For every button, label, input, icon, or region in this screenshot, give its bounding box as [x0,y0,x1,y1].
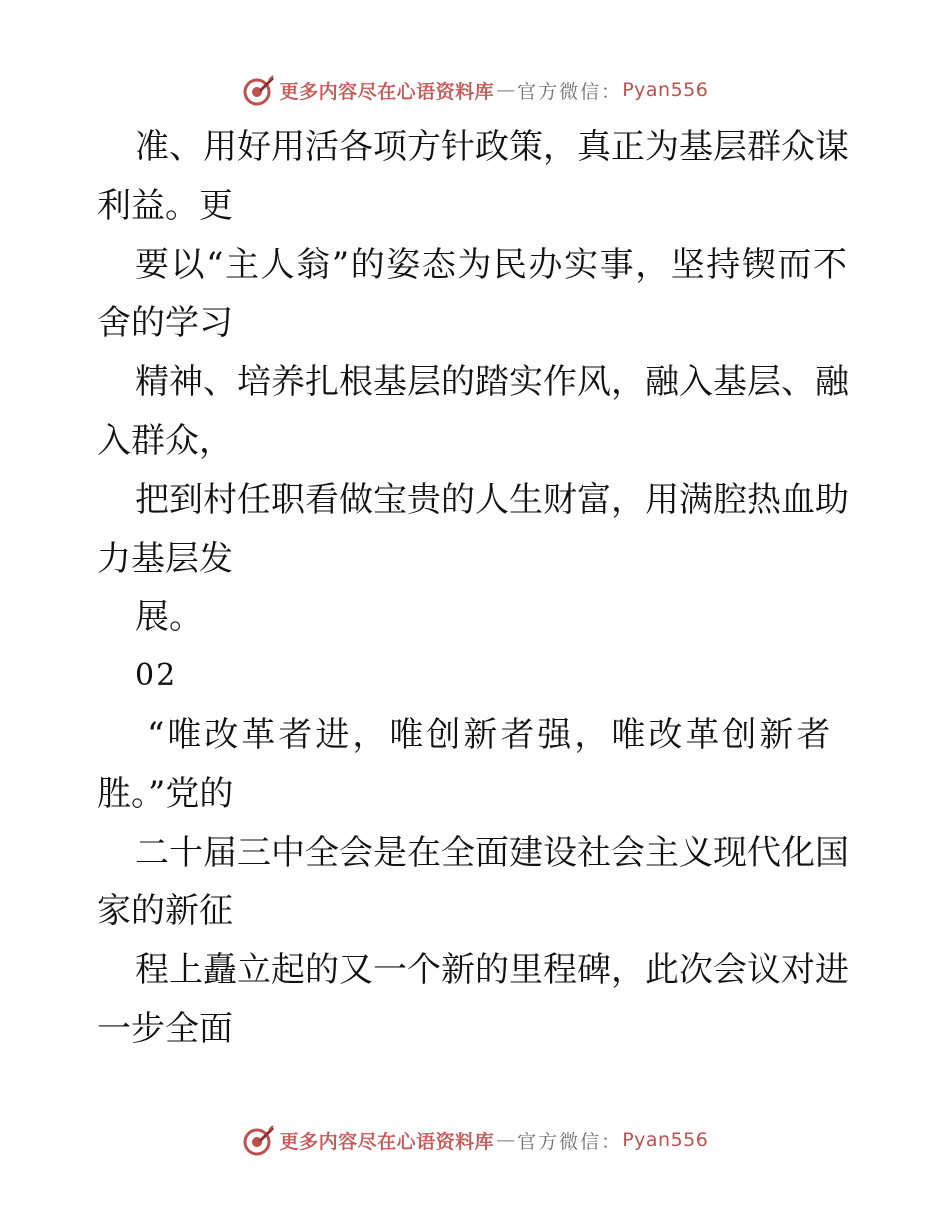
watermark-id: Pyan556 [622,79,709,101]
watermark-main-text: 更多内容尽在心语资料库 [279,80,495,103]
body-line: 家的新征 [97,891,233,932]
pen-logo-icon [242,73,276,107]
body-line: 二十届三中全会是在全面建设社会主义现代化国 [135,832,849,873]
body-line: “唯改革者进，唯创新者强，唯改革创新者 [147,714,834,755]
body-line: 舍的学习 [97,303,233,344]
body-line: 精神、培养扎根基层的踏实作风，融入基层、融 [135,362,849,403]
body-line: 一步全面 [97,1008,233,1049]
body-line: 把到村任职看做宝贵的人生财富，用满腔热血助 [135,479,849,520]
section-number: 02 [135,658,178,694]
body-line: 程上矗立起的又一个新的里程碑，此次会议对进 [135,950,849,991]
body-line: 利益。更 [97,185,233,226]
pen-logo-icon [242,1123,276,1157]
header-watermark [0,70,950,110]
watermark-dash: — [496,79,516,101]
watermark-dash: — [496,1129,516,1151]
watermark-sub-text: 官方微信： [517,80,623,103]
body-line: 要以“主人翁”的姿态为民办实事，坚持锲而不 [135,244,847,285]
watermark-id: Pyan556 [622,1129,709,1151]
body-line: 准、用好用活各项方针政策，真正为基层群众谋 [135,127,849,167]
body-line: 力基层发 [97,538,233,579]
watermark-sub-text: 官方微信： [517,1130,623,1153]
body-line: 展。 [135,597,203,638]
watermark-main-text: 更多内容尽在心语资料库 [279,1130,495,1153]
body-line: 胜。”党的 [97,773,234,814]
document-body [97,118,857,1059]
body-line: 入群众， [97,420,233,461]
footer-watermark [0,1120,950,1160]
